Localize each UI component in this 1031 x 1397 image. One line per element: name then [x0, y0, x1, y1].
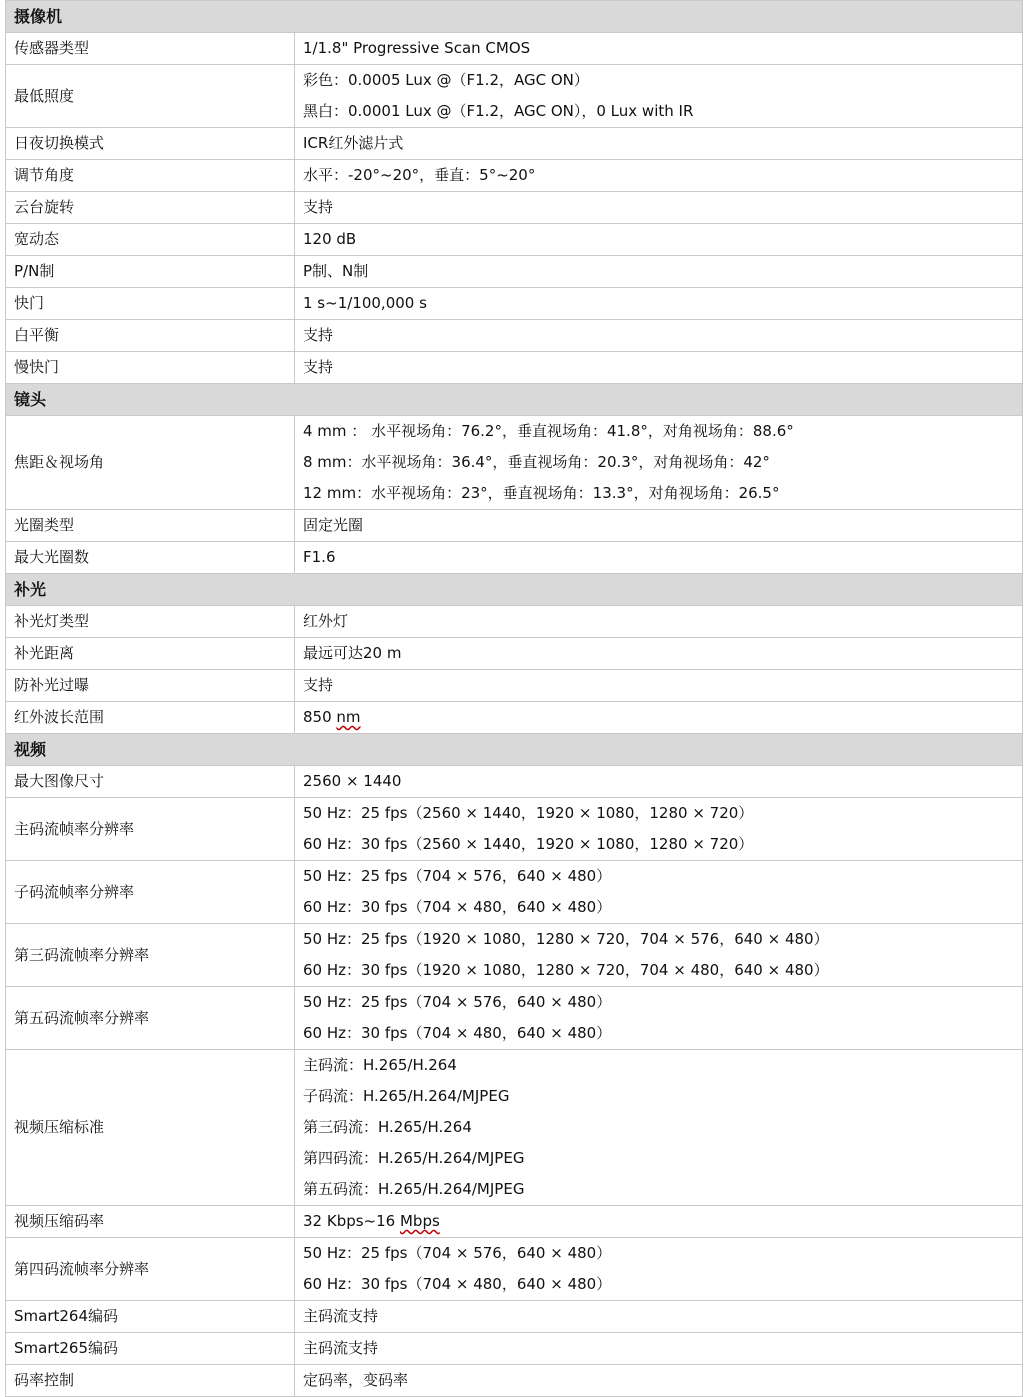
spec-row [6, 224, 1023, 256]
spec-row [6, 128, 1023, 160]
spec-label: 补光距离 [6, 638, 295, 670]
spec-label: 第五码流帧率分辨率 [6, 987, 295, 1050]
spec-label: 传感器类型 [6, 33, 295, 65]
spec-label: 子码流帧率分辨率 [6, 861, 295, 924]
spec-value-cell [295, 1206, 1023, 1238]
spec-row [6, 542, 1023, 574]
spec-label: 云台旋转 [6, 192, 295, 224]
spec-row [6, 798, 1023, 861]
spec-value: 1/1.8" Progressive Scan CMOS [303, 39, 531, 57]
spec-row [6, 861, 1023, 924]
spec-value-cell [295, 192, 1023, 224]
spec-value: 主码流支持 [303, 1307, 379, 1325]
spec-label: 焦距＆视场角 [6, 416, 295, 510]
spec-row [6, 766, 1023, 798]
spec-label: 第四码流帧率分辨率 [6, 1238, 295, 1301]
section-header [6, 384, 1023, 416]
spec-value-cell [295, 606, 1023, 638]
spec-value: 红外灯 [303, 612, 349, 630]
spec-row [6, 924, 1023, 987]
spec-value: 8 mm：水平视场角：36.4°，垂直视场角：20.3°，对角视场角：42° [303, 453, 770, 471]
spec-value: 最远可达20 m [303, 644, 402, 662]
spec-value: 60 Hz：30 fps（704 × 480，640 × 480） [303, 1275, 612, 1293]
spec-label: 慢快门 [6, 352, 295, 384]
spec-label: 视频压缩标准 [6, 1050, 295, 1206]
spec-value-cell [295, 798, 1023, 861]
spec-value: 主码流支持 [303, 1339, 379, 1357]
spec-value-cell [295, 128, 1023, 160]
spec-value: 黑白：0.0001 Lux @（F1.2，AGC ON），0 Lux with IR [303, 102, 694, 120]
spec-value: 60 Hz：30 fps（1920 × 1080，1280 × 720，704 × 480，640 × 480） [303, 961, 829, 979]
spec-row [6, 1301, 1023, 1333]
spec-label: 光圈类型 [6, 510, 295, 542]
spec-value: 50 Hz：25 fps（1920 × 1080，1280 × 720，704 × 576，640 × 480） [303, 930, 829, 948]
spec-value: 12 mm：水平视场角：23°，垂直视场角：13.3°，对角视场角：26.5° [303, 484, 780, 502]
spec-value: ICR红外滤片式 [303, 134, 404, 152]
spec-label: 调节角度 [6, 160, 295, 192]
spec-value-cell [295, 352, 1023, 384]
spec-value: 50 Hz：25 fps（704 × 576，640 × 480） [303, 1244, 612, 1262]
spec-value-cell [295, 861, 1023, 924]
spec-label: 红外波长范围 [6, 702, 295, 734]
spec-value: 水平：-20°~20°，垂直：5°~20° [303, 166, 536, 184]
spec-label: 白平衡 [6, 320, 295, 352]
section-title: 视频 [6, 734, 1023, 766]
spec-value: 支持 [303, 326, 334, 344]
spec-row [6, 416, 1023, 510]
spec-value-cell [295, 702, 1023, 734]
spec-row [6, 65, 1023, 128]
spec-value-cell [295, 256, 1023, 288]
spec-row [6, 1365, 1023, 1397]
spec-label: 最低照度 [6, 65, 295, 128]
spec-label: 视频压缩码率 [6, 1206, 295, 1238]
spec-value-cell [295, 1238, 1023, 1301]
spec-value: 彩色：0.0005 Lux @（F1.2，AGC ON） [303, 71, 589, 89]
spec-row [6, 1238, 1023, 1301]
spec-label: 防补光过曝 [6, 670, 295, 702]
spec-value: 支持 [303, 358, 334, 376]
spec-label: 快门 [6, 288, 295, 320]
spec-value: 120 dB [303, 230, 357, 248]
spec-table [5, 0, 1023, 1397]
spec-value: 32 Kbps~16 Mbps [303, 1212, 440, 1230]
spec-row [6, 352, 1023, 384]
spec-value: 第四码流：H.265/H.264/MJPEG [303, 1149, 525, 1167]
spec-label: Smart265编码 [6, 1333, 295, 1365]
spec-row [6, 192, 1023, 224]
spec-value: 60 Hz：30 fps（704 × 480，640 × 480） [303, 1024, 612, 1042]
spellcheck-underline: nm [336, 708, 361, 726]
section-header [6, 574, 1023, 606]
spellcheck-underline: Mbps [399, 1212, 440, 1230]
spec-value: 子码流：H.265/H.264/MJPEG [303, 1087, 510, 1105]
spec-label: 码率控制 [6, 1365, 295, 1397]
spec-value: 主码流：H.265/H.264 [303, 1056, 457, 1074]
spec-value-cell [295, 1333, 1023, 1365]
spec-value-cell [295, 510, 1023, 542]
spec-value-cell [295, 1301, 1023, 1333]
spec-value-cell [295, 1365, 1023, 1397]
spec-value-cell [295, 65, 1023, 128]
spec-value: 50 Hz：25 fps（704 × 576，640 × 480） [303, 867, 612, 885]
spec-row [6, 1050, 1023, 1206]
spec-value-cell [295, 638, 1023, 670]
spec-label: 补光灯类型 [6, 606, 295, 638]
spec-value: 50 Hz：25 fps（704 × 576，640 × 480） [303, 993, 612, 1011]
spec-value-cell [295, 924, 1023, 987]
spec-value: 第三码流：H.265/H.264 [303, 1118, 472, 1136]
section-header [6, 734, 1023, 766]
spec-row [6, 606, 1023, 638]
spec-value: 支持 [303, 198, 334, 216]
spec-row [6, 160, 1023, 192]
spec-value-cell [295, 1050, 1023, 1206]
spec-value: 2560 × 1440 [303, 772, 402, 790]
spec-value-cell [295, 224, 1023, 256]
spec-row [6, 33, 1023, 65]
spec-value-cell [295, 160, 1023, 192]
spec-value: 定码率，变码率 [303, 1371, 409, 1389]
section-header [6, 1, 1023, 33]
spec-value: 50 Hz：25 fps（2560 × 1440，1920 × 1080，1280 × 720） [303, 804, 754, 822]
spec-value: F1.6 [303, 548, 336, 566]
spec-row [6, 510, 1023, 542]
spec-label: 最大图像尺寸 [6, 766, 295, 798]
spec-row [6, 1333, 1023, 1365]
spec-value-cell [295, 320, 1023, 352]
spec-value: 固定光圈 [303, 516, 364, 534]
spec-label: 最大光圈数 [6, 542, 295, 574]
spec-value: 850 nm [303, 708, 361, 726]
section-title: 镜头 [6, 384, 1023, 416]
spec-label: 主码流帧率分辨率 [6, 798, 295, 861]
spec-value-cell [295, 33, 1023, 65]
spec-row [6, 987, 1023, 1050]
spec-value-cell [295, 766, 1023, 798]
spec-value-cell [295, 288, 1023, 320]
spec-value-cell [295, 987, 1023, 1050]
section-title: 补光 [6, 574, 1023, 606]
spec-value-cell [295, 670, 1023, 702]
spec-label: 日夜切换模式 [6, 128, 295, 160]
spec-value: 60 Hz：30 fps（2560 × 1440，1920 × 1080，1280 × 720） [303, 835, 754, 853]
spec-label: Smart264编码 [6, 1301, 295, 1333]
spec-value: 第五码流：H.265/H.264/MJPEG [303, 1180, 525, 1198]
spec-value-cell [295, 542, 1023, 574]
spec-row [6, 320, 1023, 352]
spec-value: P制、N制 [303, 262, 369, 280]
spec-value: 1 s~1/100,000 s [303, 294, 427, 312]
spec-row [6, 256, 1023, 288]
spec-value-cell [295, 416, 1023, 510]
spec-row [6, 1206, 1023, 1238]
spec-label: 宽动态 [6, 224, 295, 256]
spec-row [6, 288, 1023, 320]
spec-row [6, 638, 1023, 670]
spec-value: 60 Hz：30 fps（704 × 480，640 × 480） [303, 898, 612, 916]
spec-label: 第三码流帧率分辨率 [6, 924, 295, 987]
section-title: 摄像机 [6, 1, 1023, 33]
spec-row [6, 702, 1023, 734]
spec-table-body [6, 1, 1023, 1397]
spec-value: 4 mm ： 水平视场角：76.2°，垂直视场角：41.8°，对角视场角：88.6° [303, 422, 794, 440]
spec-row [6, 670, 1023, 702]
spec-value: 支持 [303, 676, 334, 694]
spec-label: P/N制 [6, 256, 295, 288]
